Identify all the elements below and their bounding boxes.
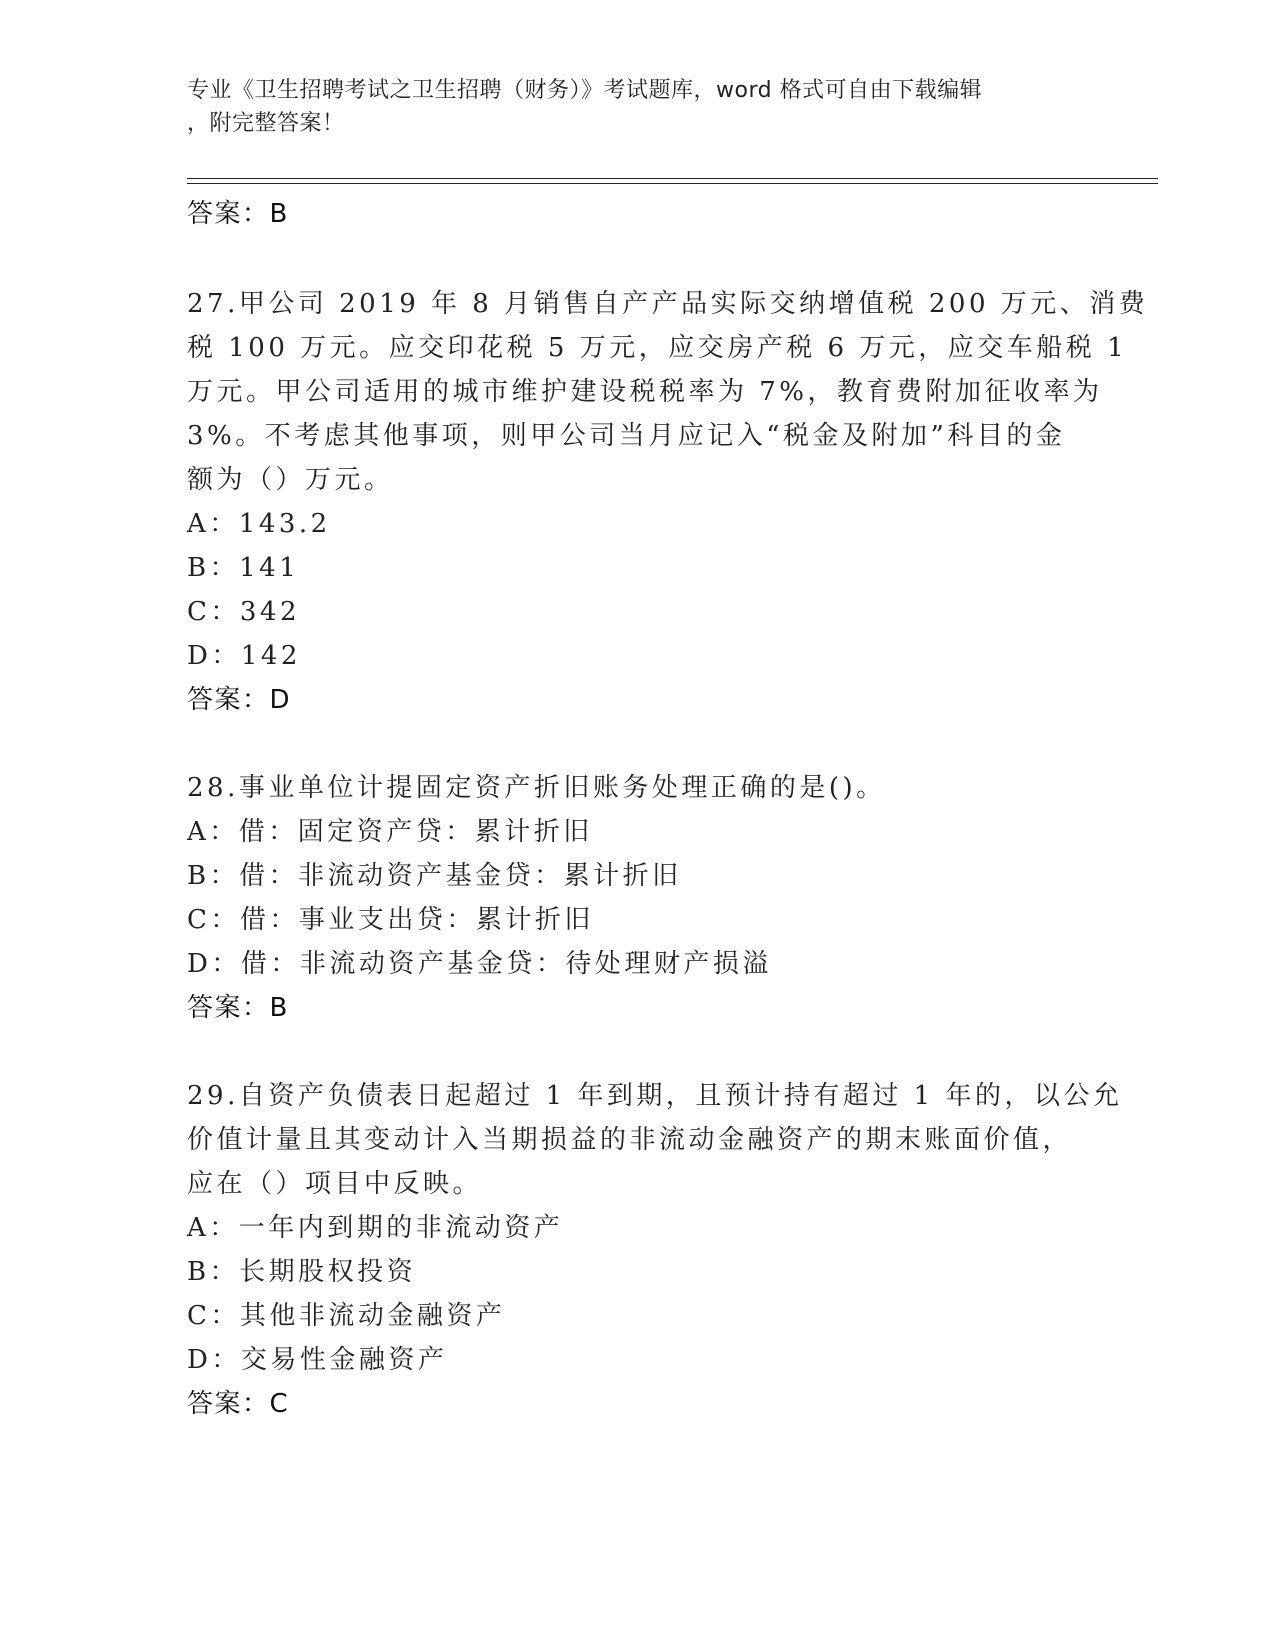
question-27-option-a: A：143.2	[187, 509, 331, 539]
question-28-option-b: B：借：非流动资产基金贷：累计折旧	[187, 861, 682, 891]
question-27-stem-line: 额为（）万元。	[187, 465, 394, 495]
question-28-option-a: A：借：固定资产贷：累计折旧	[187, 817, 593, 847]
question-29-stem-line: 应在（）项目中反映。	[187, 1169, 483, 1199]
header-line-1: 专业《卫生招聘考试之卫生招聘（财务）》考试题库，word 格式可自由下载编辑	[187, 78, 983, 103]
question-27-option-c: C：342	[187, 597, 301, 627]
question-27-option-d: D：142	[187, 641, 301, 671]
question-29-stem-line: 价值计量且其变动计入当期损益的非流动金融资产的期末账面价值，	[187, 1125, 1073, 1155]
previous-answer: 答案：B	[187, 199, 289, 229]
question-28-answer: 答案：B	[187, 993, 289, 1023]
question-29-answer: 答案：C	[187, 1389, 290, 1419]
question-29-option-c: C：其他非流动金融资产	[187, 1301, 506, 1331]
question-28-option-c: C：借：事业支出贷：累计折旧	[187, 905, 594, 935]
question-27-stem-line: 3%。不考虑其他事项，则甲公司当月应记入“税金及附加”科目的金	[187, 421, 1066, 451]
question-27-stem-line: 27.甲公司 2019 年 8 月销售自产产品实际交纳增值税 200 万元、消费	[187, 289, 1149, 319]
question-29-option-a: A：一年内到期的非流动资产	[187, 1213, 564, 1243]
question-29-option-d: D：交易性金融资产	[187, 1345, 448, 1375]
question-27-stem-line: 万元。甲公司适用的城市维护建设税税率为 7%，教育费附加征收率为	[187, 377, 1103, 407]
question-28-option-d: D：借：非流动资产基金贷：待处理财产损溢	[187, 949, 772, 979]
question-28-stem-line: 28.事业单位计提固定资产折旧账务处理正确的是()。	[187, 773, 886, 803]
header-line-2: ，附完整答案！	[187, 111, 345, 136]
question-27-answer: 答案：D	[187, 685, 292, 715]
question-27-option-b: B：141	[187, 553, 300, 583]
header-divider-bottom	[187, 183, 1158, 184]
header-divider-top	[187, 178, 1158, 179]
question-27-stem-line: 税 100 万元。应交印花税 5 万元，应交房产税 6 万元，应交车船税 1	[187, 333, 1128, 363]
document-header	[187, 74, 1087, 140]
question-29-stem-line: 29.自资产负债表日起超过 1 年到期，且预计持有超过 1 年的，以公允	[187, 1081, 1123, 1111]
question-29-option-b: B：长期股权投资	[187, 1257, 417, 1287]
